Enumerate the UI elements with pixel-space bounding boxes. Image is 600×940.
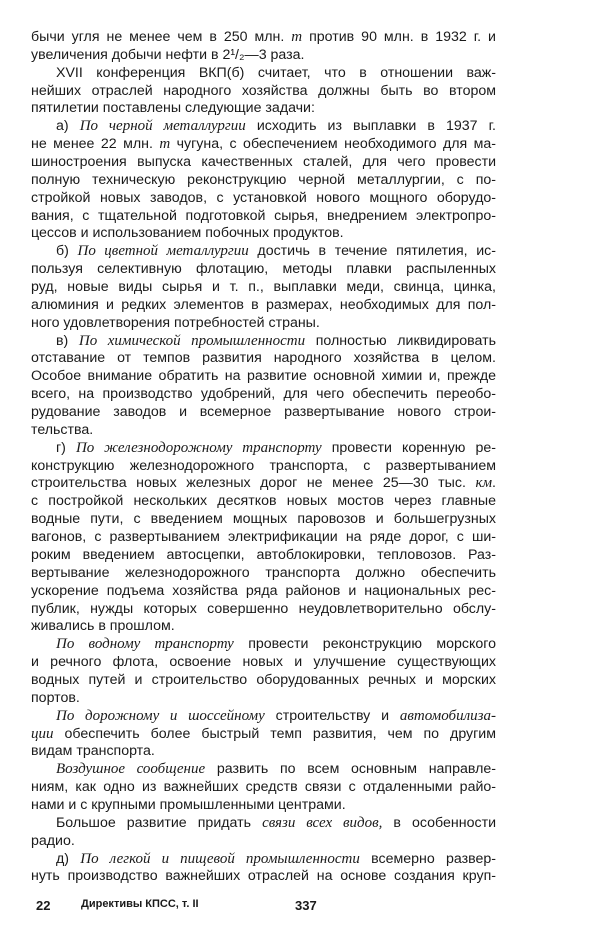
text-segment: отставание от темпов развития народного хозяйства в целом.	[31, 350, 496, 367]
text-segment: публик, нужды которых совершенно неудовлетворительно обслу-	[31, 600, 496, 617]
text-segment: ниям, как одно из важнейших средств связи с отдаленными райо-	[31, 779, 496, 796]
text-segment: нейших отраслей народного хозяйства должны быть во втором	[31, 82, 496, 99]
text-line	[31, 315, 496, 333]
text-segment: пользуя селективную флотацию, методы плавки распыленных	[31, 261, 496, 278]
page-body-text	[31, 29, 496, 886]
text-segment: строительства новых железных дорог не менее 25—30 тыс.	[31, 475, 476, 492]
text-line	[31, 529, 496, 547]
text-segment: всемерно развер-	[359, 850, 496, 867]
text-segment: стройкой новых заводов, с установкой нового мощного оборудо-	[31, 189, 496, 206]
text-segment: портов.	[31, 689, 80, 706]
text-line	[31, 851, 496, 869]
text-line	[31, 583, 496, 601]
text-segment: водных путей и строительство оборудованных речных и морских	[31, 671, 496, 688]
italic-text: По черной металлургии	[79, 118, 246, 135]
text-line	[31, 672, 496, 690]
text-segment: тельства.	[31, 421, 94, 438]
text-line	[31, 350, 496, 368]
text-line	[31, 422, 496, 440]
text-segment: водные пути, с введением мощных паровозов и большегрузных	[31, 511, 496, 528]
text-line	[31, 190, 496, 208]
text-line	[31, 208, 496, 226]
text-segment: всего, на производство удобрений, для чего обеспечить переобо-	[31, 386, 496, 403]
text-line	[31, 29, 496, 47]
italic-text: По цветной металлургии	[77, 243, 249, 260]
text-segment: полностью ликвидировать	[305, 332, 496, 349]
text-line	[31, 65, 496, 83]
text-segment: развить по всем основным направле-	[205, 761, 496, 778]
text-segment: обеспечить более быстрый темп развития, чем по другим	[53, 725, 496, 742]
text-line	[31, 261, 496, 279]
text-segment: не менее 22 млн.	[31, 136, 160, 153]
text-line	[31, 690, 496, 708]
signature-mark: 22	[36, 898, 51, 913]
text-segment: нами и с крупными промышленными центрами.	[31, 796, 346, 813]
text-line	[31, 386, 496, 404]
italic-text: автомобилиза-	[399, 707, 496, 724]
text-line	[31, 136, 496, 154]
text-segment: роким введением автосцепки, автоблокировки, тепловозов. Раз-	[31, 546, 496, 563]
text-line	[31, 225, 496, 243]
text-segment: .	[492, 475, 496, 492]
text-segment: увеличения добычи нефти в 2¹/₂—3 раза.	[31, 46, 305, 63]
text-line	[31, 511, 496, 529]
text-segment: достичь в течение пятилетия, ис-	[248, 243, 497, 260]
text-segment: XVII конференция ВКП(б) считает, что в отношении важ-	[56, 64, 496, 81]
text-line	[31, 333, 496, 351]
text-segment: провести коренную ре-	[321, 439, 496, 456]
text-segment: Особое внимание обратить на развитие основной химии и, прежде	[31, 368, 496, 385]
text-line	[31, 565, 496, 583]
italic-text: Воздушное сообщение	[56, 761, 206, 778]
text-line	[31, 493, 496, 511]
italic-text: По железнодорожному транспорту	[75, 439, 322, 456]
text-line	[31, 154, 496, 172]
text-segment: г)	[56, 439, 76, 456]
text-segment: цессов и использованием побочных продуктов.	[31, 225, 344, 242]
text-segment: и речного флота, освоение новых и улучшение существующих	[31, 654, 496, 671]
italic-text: По дорожному и шоссейному	[56, 707, 265, 724]
text-line	[31, 868, 496, 886]
text-segment: ускорение подъема хозяйства ряда районов и национальных рес-	[31, 582, 496, 599]
text-segment: бычи угля не менее чем в 250 млн.	[31, 29, 292, 45]
text-segment: а)	[56, 118, 80, 135]
text-line	[31, 779, 496, 797]
text-line	[31, 743, 496, 761]
text-line	[31, 636, 496, 654]
text-segment: д)	[56, 850, 81, 867]
text-segment: конструкцию железнодорожного транспорта, с развертыванием	[31, 457, 496, 474]
text-segment: Большое развитие придать	[56, 814, 263, 831]
text-line	[31, 458, 496, 476]
text-segment: провести реконструкцию морского	[233, 636, 496, 653]
text-segment: чугуна, с обеспечением необходимого для ма-	[170, 136, 496, 153]
text-segment: в)	[56, 332, 79, 349]
text-line	[31, 368, 496, 386]
text-segment: б)	[56, 243, 78, 260]
italic-text: связи всех видов,	[262, 814, 383, 831]
text-line	[31, 118, 496, 136]
text-line	[31, 100, 496, 118]
text-segment: пятилетии поставлены следующие задачи:	[31, 100, 315, 117]
text-line	[31, 726, 496, 744]
text-line	[31, 440, 496, 458]
text-segment: шиностроения выпуска качественных сталей, для чего провести	[31, 154, 496, 171]
text-line	[31, 547, 496, 565]
text-line	[31, 279, 496, 297]
italic-text: т	[159, 136, 171, 153]
text-line	[31, 833, 496, 851]
text-line	[31, 708, 496, 726]
text-line	[31, 618, 496, 636]
text-segment: исходить из выплавки в 1937 г.	[245, 118, 496, 135]
text-segment: рудование заводов и всемерное развертывание нового строи-	[31, 404, 496, 421]
text-line	[31, 815, 496, 833]
text-segment: против 90 млн. в 1932 г. и	[302, 29, 496, 45]
text-segment: видам транспорта.	[31, 743, 155, 760]
text-line	[31, 475, 496, 493]
text-segment: ного удовлетворения потребностей страны.	[31, 314, 320, 331]
text-segment: нуть производство важнейших отраслей на основе создания круп-	[31, 868, 496, 885]
text-line	[31, 761, 496, 779]
text-segment: живались в прошлом.	[31, 618, 175, 635]
text-segment: с постройкой нескольких десятков новых мостов через главные	[31, 493, 496, 510]
text-segment: радио.	[31, 832, 75, 849]
text-line	[31, 297, 496, 315]
text-line	[31, 654, 496, 672]
italic-text: По химической промышленности	[78, 332, 306, 349]
italic-text: По легкой и пищевой промышленности	[80, 850, 360, 867]
text-segment: полную техническую реконструкцию черной металлургии, с по-	[31, 171, 496, 188]
text-line	[31, 172, 496, 190]
text-segment: вертывание железнодорожного транспорта должно обеспечить	[31, 564, 496, 581]
text-segment: строительству и	[264, 707, 400, 724]
italic-text: км	[475, 475, 493, 492]
text-segment: вагонов, с развертыванием электрификации на ряде дорог, с ши-	[31, 529, 496, 546]
text-segment: вания, с тщательной подготовкой сырья, внедрением электропро-	[31, 207, 496, 224]
text-segment: руд, новые виды сырья и т. п., выплавки меди, свинца, цинка,	[31, 279, 496, 296]
text-line	[31, 47, 496, 65]
text-line	[31, 243, 496, 261]
italic-text: ции	[31, 725, 54, 742]
text-segment: алюминия и редких элементов в размерах, необходимых для пол-	[31, 296, 496, 313]
text-line	[31, 601, 496, 619]
text-line	[31, 404, 496, 422]
text-line	[31, 83, 496, 101]
italic-text: По водному транспорту	[56, 636, 234, 653]
text-segment: в особенности	[382, 814, 496, 831]
page-number: 337	[295, 898, 317, 913]
italic-text: т	[291, 29, 303, 45]
text-line	[31, 797, 496, 815]
book-title: Директивы КПСС, т. II	[81, 898, 199, 910]
